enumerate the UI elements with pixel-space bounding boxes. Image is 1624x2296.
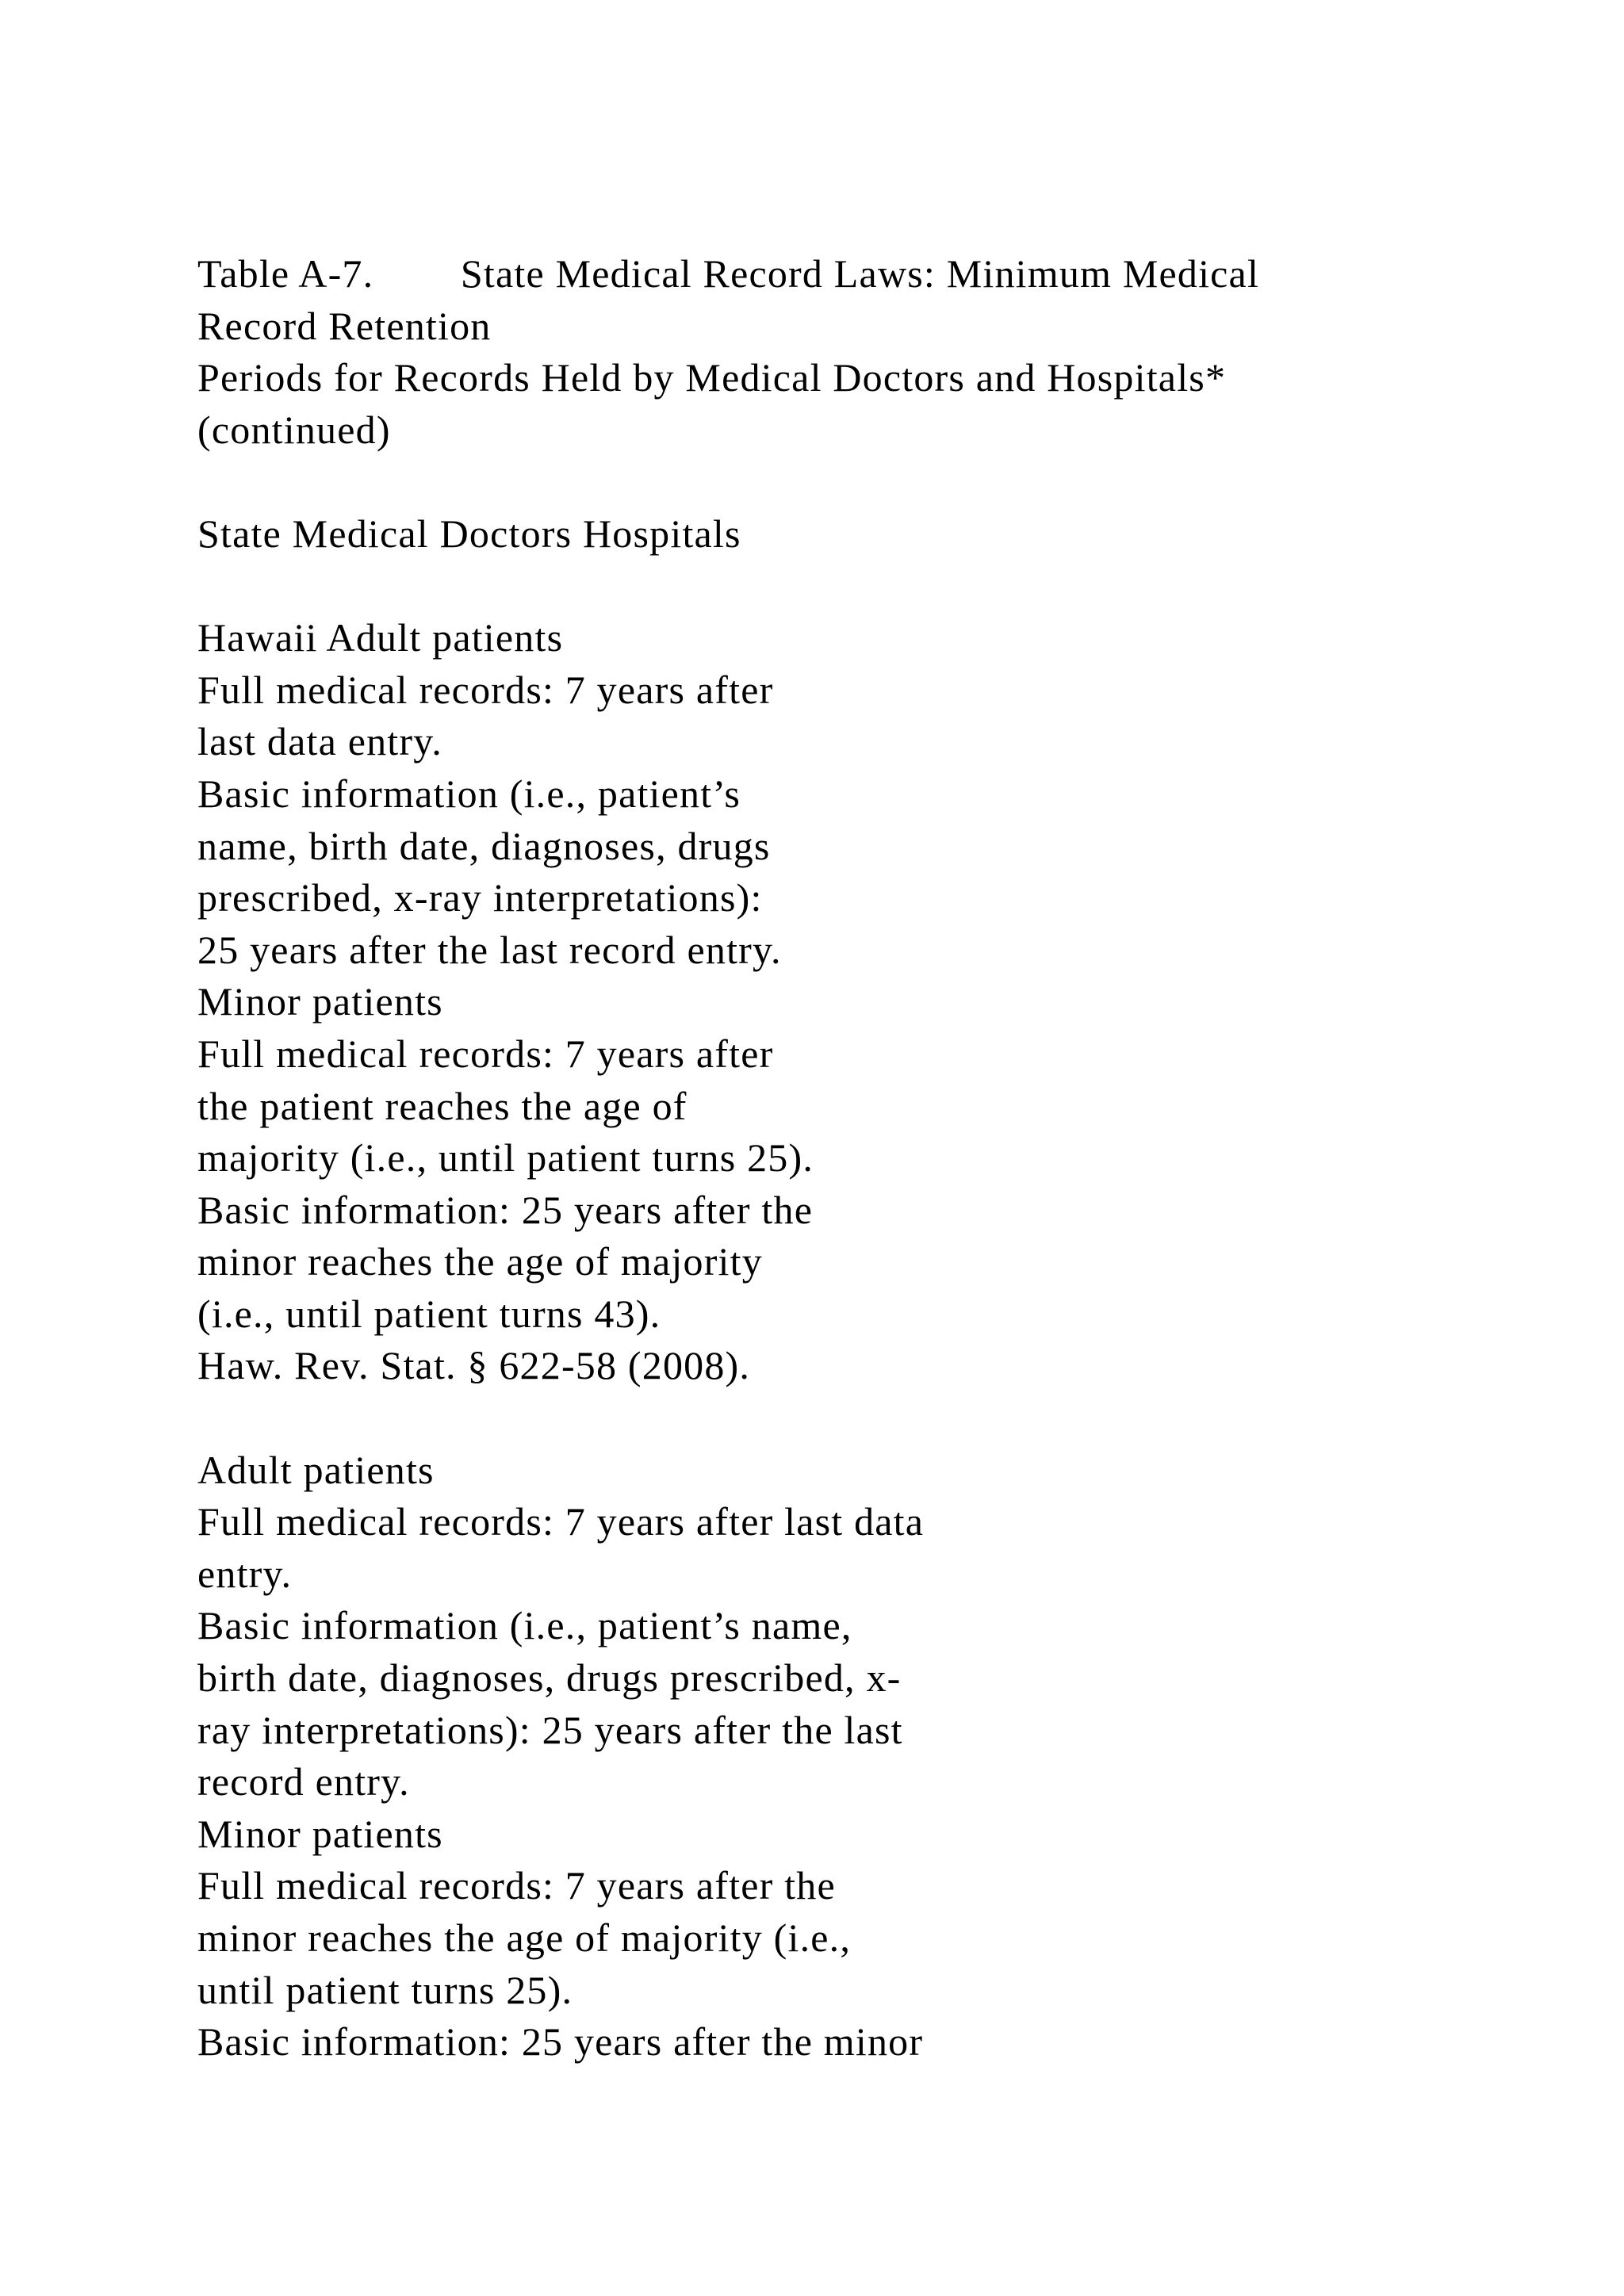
document-page [197, 248, 1545, 2068]
title-line: Table A-7. State Medical Record Laws: Minimum Medical [197, 251, 1260, 296]
text-line: last data entry. [197, 719, 442, 764]
text-line: the patient reaches the age of [197, 1083, 688, 1128]
text-line: name, birth date, diagnoses, drugs [197, 823, 771, 868]
title-line: (continued) [197, 407, 391, 452]
spacer [197, 1392, 1545, 1445]
table-title [197, 248, 1545, 456]
text-line: ray interpretations): 25 years after the last [197, 1707, 903, 1752]
text-line: record entry. [197, 1759, 410, 1804]
hawaii-medical-doctors-entry [197, 612, 1545, 1392]
text-line: until patient turns 25). [197, 1967, 573, 2012]
citation-line: Haw. Rev. Stat. § 622-58 (2008). [197, 1343, 751, 1388]
text-line: birth date, diagnoses, drugs prescribed, x- [197, 1655, 902, 1701]
title-line: Periods for Records Held by Medical Doctors and Hospitals* [197, 355, 1227, 400]
text-line: Minor patients [197, 1811, 443, 1856]
text-line: Full medical records: 7 years after [197, 1031, 774, 1076]
text-line: minor reaches the age of majority (i.e., [197, 1915, 852, 1960]
spacer [197, 456, 1545, 508]
spacer [197, 561, 1545, 613]
column-header: State Medical Doctors Hospitals [197, 511, 741, 556]
text-line: Hawaii Adult patients [197, 615, 564, 660]
text-line: prescribed, x-ray interpretations): [197, 875, 763, 920]
text-line: Minor patients [197, 979, 443, 1024]
title-line: Record Retention [197, 303, 492, 348]
text-line: 25 years after the last record entry. [197, 927, 782, 972]
text-line: (i.e., until patient turns 43). [197, 1291, 661, 1336]
text-line: Basic information: 25 years after the minor [197, 2019, 924, 2064]
text-line: Basic information: 25 years after the [197, 1187, 814, 1232]
text-line: Full medical records: 7 years after [197, 667, 774, 712]
text-line: entry. [197, 1551, 293, 1596]
text-line: Full medical records: 7 years after last data [197, 1499, 925, 1544]
hawaii-hospitals-entry [197, 1445, 1545, 2068]
text-line: Adult patients [197, 1447, 435, 1492]
text-line: majority (i.e., until patient turns 25). [197, 1135, 814, 1181]
text-line: Basic information (i.e., patient’s name, [197, 1603, 852, 1648]
text-line: Full medical records: 7 years after the [197, 1863, 836, 1908]
text-line: minor reaches the age of majority [197, 1239, 763, 1284]
text-line: Basic information (i.e., patient’s [197, 771, 741, 816]
